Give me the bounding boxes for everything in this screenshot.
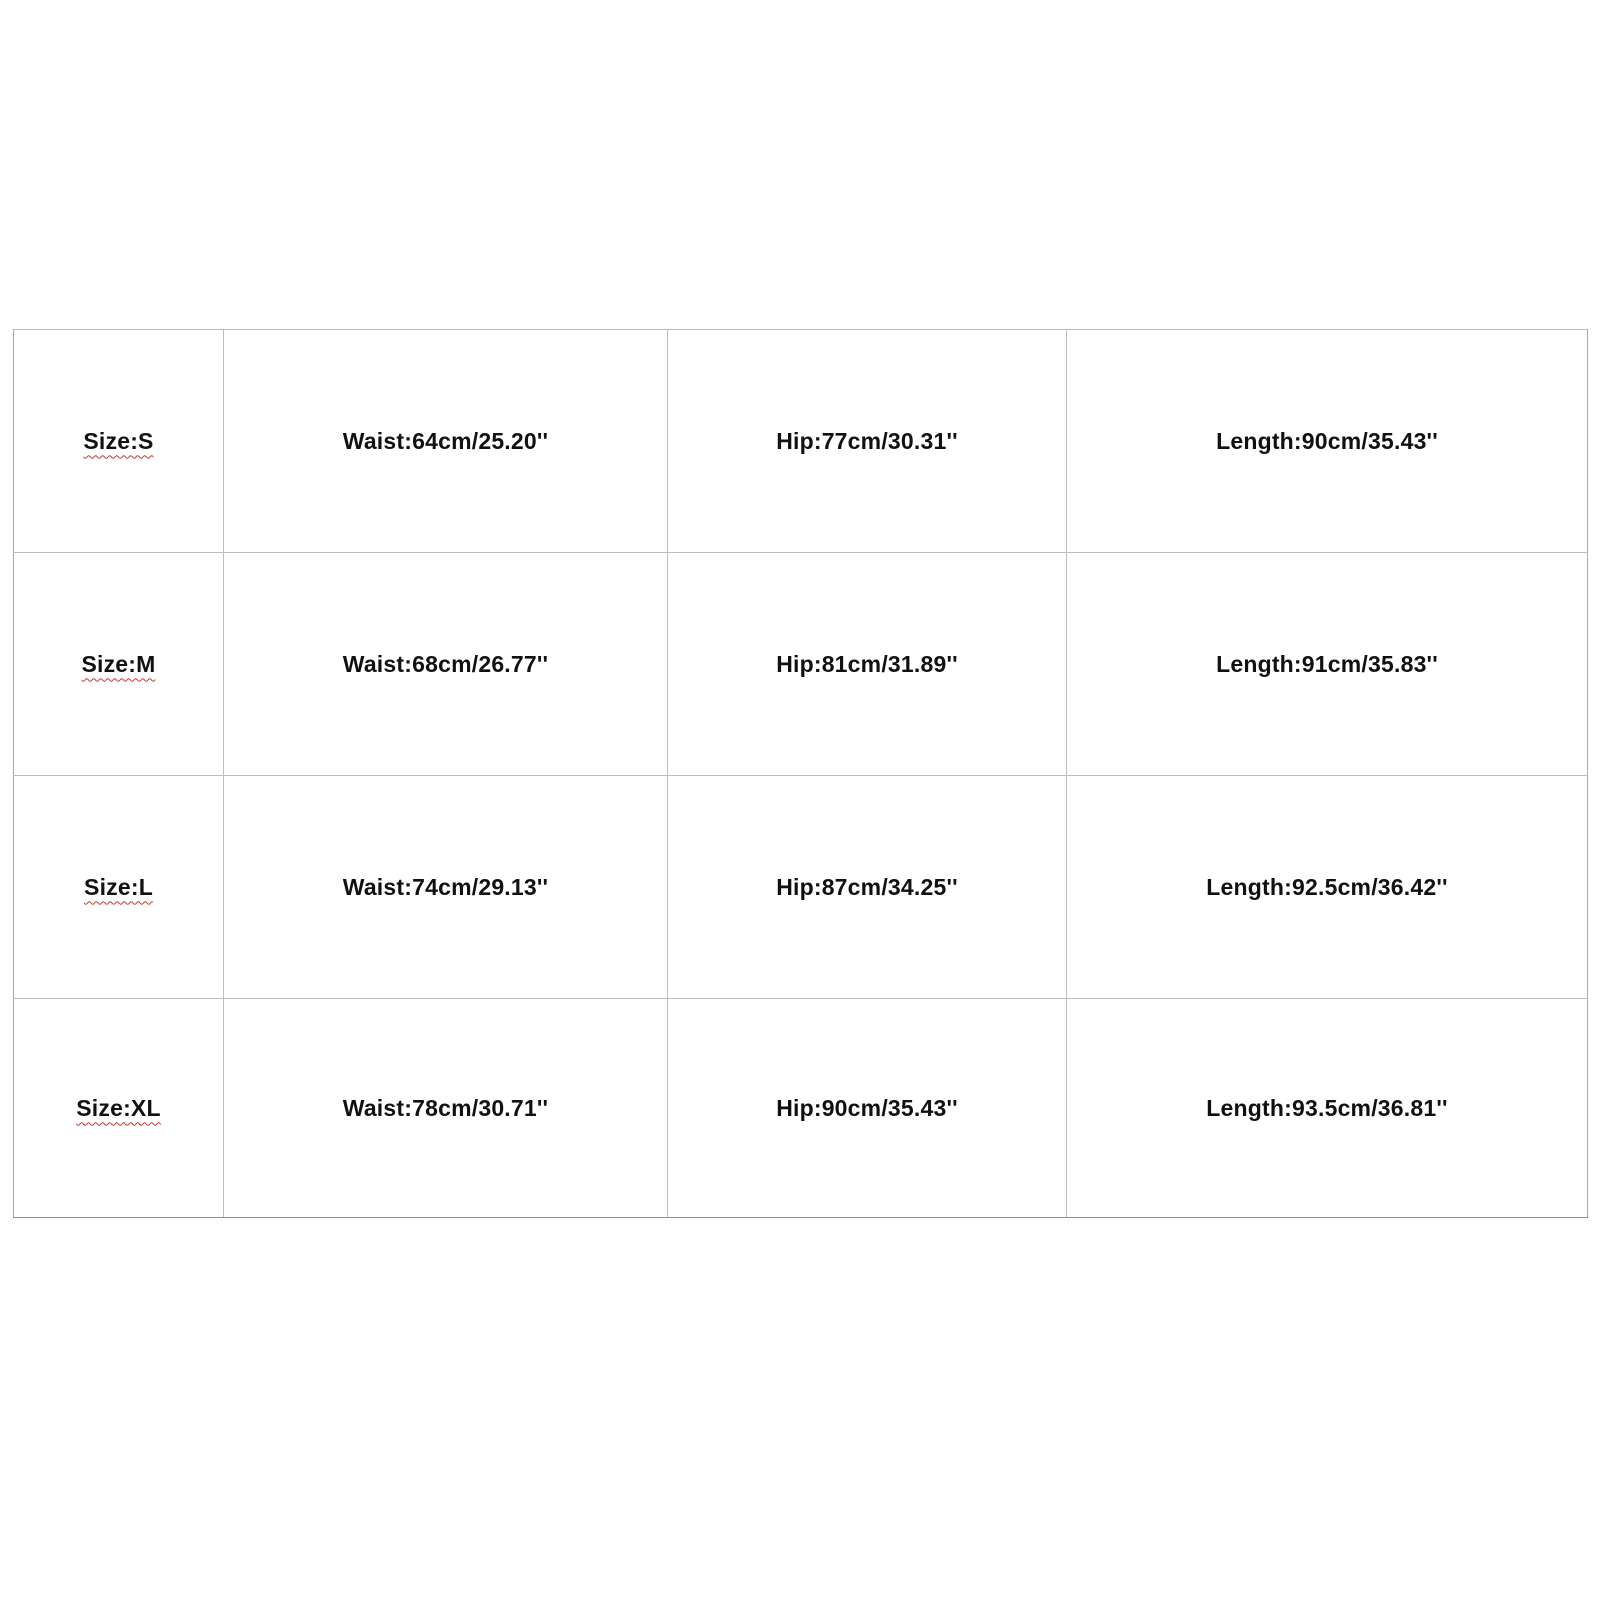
hip-cell: Hip:90cm/35.43'' [668,999,1067,1218]
table-row [14,330,1588,553]
length-cell: Length:92.5cm/36.42'' [1067,776,1588,999]
length-cell: Length:91cm/35.83'' [1067,553,1588,776]
waist-cell: Waist:78cm/30.71'' [224,999,668,1218]
length-cell: Length:90cm/35.43'' [1067,330,1588,553]
hip-cell: Hip:87cm/34.25'' [668,776,1067,999]
size-cell [14,999,224,1218]
table-row [14,999,1588,1218]
size-label: Size:XL [76,1094,161,1121]
waist-cell: Waist:64cm/25.20'' [224,330,668,553]
size-label: Size:M [81,650,156,677]
waist-cell: Waist:74cm/29.13'' [224,776,668,999]
size-cell [14,330,224,553]
table-row [14,776,1588,999]
table-row [14,553,1588,776]
hip-cell: Hip:77cm/30.31'' [668,330,1067,553]
size-label: Size:L [84,873,153,900]
size-cell [14,776,224,999]
size-chart-table [13,329,1588,1218]
hip-cell: Hip:81cm/31.89'' [668,553,1067,776]
length-cell: Length:93.5cm/36.81'' [1067,999,1588,1218]
waist-cell: Waist:68cm/26.77'' [224,553,668,776]
size-cell [14,553,224,776]
size-label: Size:S [83,427,154,454]
